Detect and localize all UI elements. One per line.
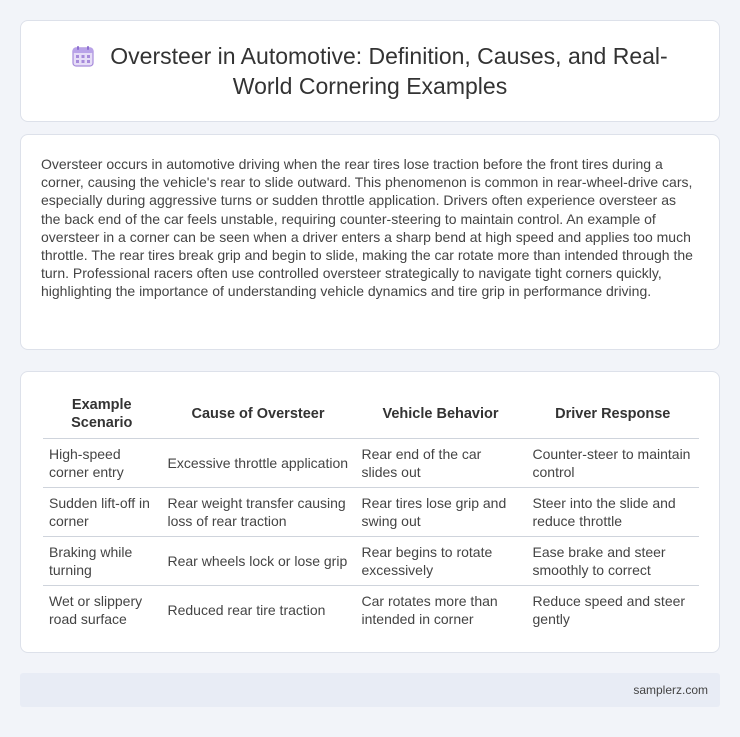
cell-behavior: Car rotates more than intended in corner xyxy=(355,586,526,635)
cell-scenario: High-speed corner entry xyxy=(43,439,161,488)
calendar-icon xyxy=(72,45,94,67)
header-vehicle-behavior: Vehicle Behavior xyxy=(355,394,526,439)
cell-cause: Rear weight transfer causing loss of rear traction xyxy=(161,488,355,537)
intro-paragraph: Oversteer occurs in automotive driving when the rear tires lose traction before the front tires during a corner, causing the vehicle's rear to slide outward. This phenomenon is common in rear-wheel-drive cars, especially during aggressive turns or sudden throttle application. Drivers often experience oversteer as the back end of the car feels unstable, requiring counter-steering to maintain control. An example of oversteer in a corner can be seen when a driver enters a sharp bend at high speed and applies too much throttle. The rear tires break grip and begin to slide, making the car rotate more than intended through the turn. Professional racers often use controlled oversteer strategically to navigate tight corners quickly, highlighting the importance of understanding vehicle dynamics and tire grip in performance driving. xyxy=(41,156,693,300)
header-driver-response: Driver Response xyxy=(526,394,699,439)
cell-behavior: Rear begins to rotate excessively xyxy=(355,537,526,586)
intro-card xyxy=(20,134,720,350)
footer xyxy=(20,673,720,707)
cell-cause: Excessive throttle application xyxy=(161,439,355,488)
cell-response: Steer into the slide and reduce throttle xyxy=(526,488,699,537)
table-row xyxy=(43,488,699,537)
header-example-scenario: Example Scenario xyxy=(43,394,161,439)
cell-response: Counter-steer to maintain control xyxy=(526,439,699,488)
table-row xyxy=(43,537,699,586)
table-header-row xyxy=(43,394,699,439)
cell-response: Ease brake and steer smoothly to correct xyxy=(526,537,699,586)
cell-scenario: Wet or slippery road surface xyxy=(49,593,143,628)
title-card xyxy=(20,20,720,122)
oversteer-table xyxy=(43,394,699,635)
cell-scenario: Braking while turning xyxy=(43,537,161,586)
table-row xyxy=(43,586,699,635)
cell-behavior: Rear tires lose grip and swing out xyxy=(355,488,526,537)
cell-scenario: Sudden lift-off in corner xyxy=(43,488,161,537)
table-card xyxy=(20,371,720,653)
cell-response: Reduce speed and steer gently xyxy=(526,586,699,635)
table-row xyxy=(43,439,699,488)
header-cause: Cause of Oversteer xyxy=(161,394,355,439)
footer-site-link[interactable]: samplerz.com xyxy=(633,683,708,697)
cell-behavior: Rear end of the car slides out xyxy=(355,439,526,488)
page-title-text: Oversteer in Automotive: Definition, Causes, and Real-World Cornering Examples xyxy=(110,43,668,99)
cell-cause: Rear wheels lock or lose grip xyxy=(161,537,355,586)
page-title xyxy=(57,41,683,101)
cell-cause: Reduced rear tire traction xyxy=(161,586,355,635)
